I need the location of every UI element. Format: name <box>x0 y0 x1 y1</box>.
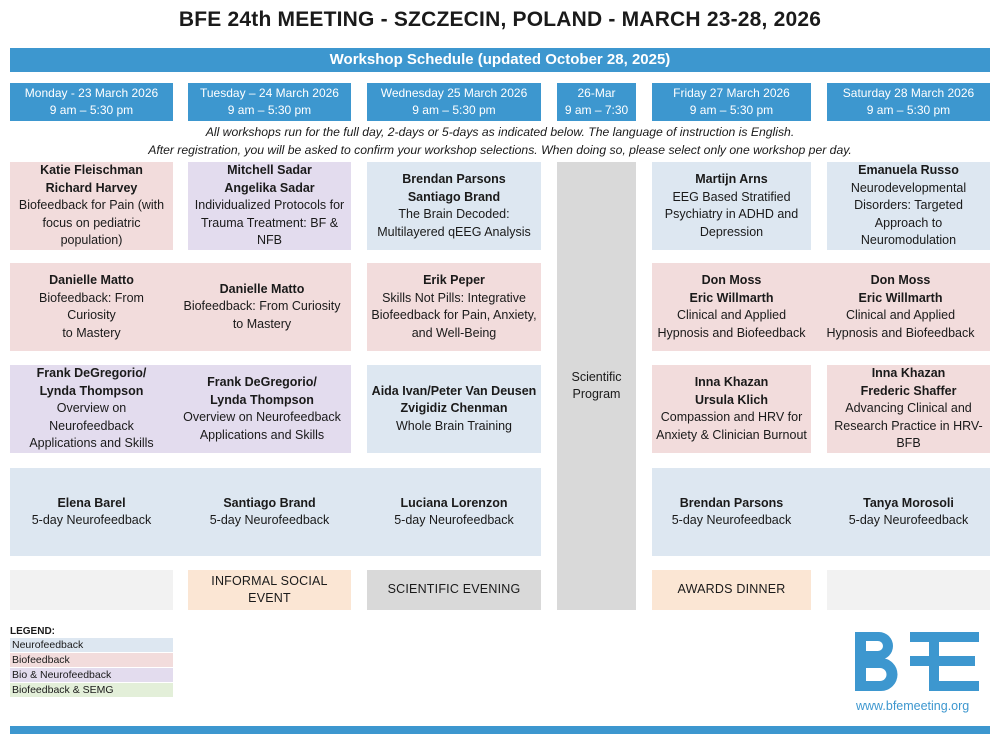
event-cell: INFORMAL SOCIAL EVENT <box>188 570 351 610</box>
workshop-cell <box>652 162 811 250</box>
day-name: Wednesday 25 March 2026 <box>380 86 528 100</box>
legend-item-biofeedback-semg: Biofeedback & SEMG <box>10 683 173 697</box>
note-line-2: After registration, you will be asked to confirm your workshop selections. When doing so, please select only one workshop per day. <box>148 143 852 157</box>
note-line-1: All workshops run for the full day, 2-days or 5-days as indicated below. The language of instruction is English. <box>205 125 795 139</box>
workshop-title: Overview on Neurofeedback <box>183 410 341 424</box>
presenter-name: Katie Fleischman <box>40 163 143 178</box>
presenter-name: Don Moss <box>701 273 762 287</box>
presenter-name: Eric Willmarth <box>858 290 943 305</box>
legend-title: LEGEND: <box>10 626 55 637</box>
day-header-friday <box>652 83 811 121</box>
presenter-name: Martijn Arns <box>695 172 768 186</box>
workshop-cell <box>367 162 541 250</box>
workshop-cell <box>827 365 990 453</box>
presenter-name: Emanuela Russo <box>858 163 959 178</box>
workshop-title: The Brain Decoded: <box>398 207 510 221</box>
day-name: Saturday 28 March 2026 <box>842 86 975 100</box>
day-time: 9 am – 5:30 pm <box>689 103 774 117</box>
workshop-title: and Well-Being <box>411 325 497 340</box>
presenter-name: Luciana Lorenzon <box>400 495 508 510</box>
event-cell-empty <box>827 570 990 610</box>
day-header-monday <box>10 83 173 121</box>
day-time: 9 am – 5:30 pm <box>866 103 951 117</box>
workshop-title: Psychiatry in ADHD and <box>664 207 799 221</box>
workshop-cell <box>811 263 990 351</box>
day-header-saturday <box>827 83 990 121</box>
workshop-cell <box>367 468 541 556</box>
presenter-name: Santiago Brand <box>407 189 501 204</box>
day-time: 9 am – 7:30 <box>564 103 629 117</box>
workshop-cell <box>188 162 351 250</box>
day-time: 9 am – 5:30 pm <box>49 103 134 117</box>
workshop-title: Multilayered qEEG Analysis <box>377 224 531 239</box>
workshop-title: Anxiety & Clinician Burnout <box>656 427 807 442</box>
workshop-title: Compassion and HRV for <box>660 410 803 424</box>
workshop-title: focus on pediatric <box>42 215 141 230</box>
presenter-name: Aida Ivan/Peter Van Deusen <box>371 383 537 398</box>
scientific-program-cell <box>557 162 636 610</box>
workshop-title: Trauma Treatment: BF & <box>200 215 339 230</box>
workshop-title: population) <box>60 233 123 248</box>
workshop-title: Depression <box>699 224 764 239</box>
day-header-tuesday <box>188 83 351 121</box>
workshop-title: Research Practice in HRV- <box>834 418 983 433</box>
workshop-title: to Mastery <box>232 316 292 331</box>
day-name: Tuesday – 24 March 2026 <box>200 86 339 100</box>
workshop-title: EEG Based Stratified <box>672 189 791 204</box>
workshop-title: Skills Not Pills: Integrative <box>382 290 526 305</box>
workshop-cell <box>188 468 351 556</box>
workshop-title: 5-day Neurofeedback <box>671 513 792 527</box>
day-name: Monday - 23 March 2026 <box>24 86 159 100</box>
workshop-title: Biofeedback: From Curiosity <box>183 299 341 314</box>
presenter-name: Frank DeGregorio/ <box>36 366 147 381</box>
workshop-title: Overview on Neurofeedback <box>49 401 134 433</box>
workshop-title: Advancing Clinical and <box>845 401 972 416</box>
day-name: Friday 27 March 2026 <box>673 86 790 100</box>
presenter-name: Frederic Shaffer <box>860 383 957 398</box>
event-cell: AWARDS DINNER <box>652 570 811 610</box>
page-title: BFE 24th MEETING - SZCZECIN, POLAND - MARCH 23-28, 2026 <box>178 8 822 31</box>
presenter-name: Tanya Morosoli <box>863 495 954 510</box>
presenter-name: Angelika Sadar <box>224 180 315 195</box>
workshop-title: 5-day Neurofeedback <box>848 513 969 527</box>
day-header-thursday <box>557 83 636 121</box>
presenter-name: Inna Khazan <box>694 375 769 389</box>
workshop-cell <box>652 365 811 453</box>
scientific-program-label: Program <box>572 387 621 401</box>
presenter-name: Brendan Parsons <box>402 172 506 186</box>
workshop-cell <box>827 162 990 250</box>
workshop-cell <box>367 365 541 453</box>
workshop-cell <box>652 263 811 351</box>
workshop-title: Individualized Protocols for <box>194 198 345 213</box>
presenter-name: Ursula Klich <box>695 392 768 407</box>
workshop-title: Neuromodulation <box>860 233 957 248</box>
workshop-title: 5-day Neurofeedback <box>209 513 330 527</box>
workshop-title: Clinical and Applied <box>676 308 787 322</box>
workshop-title: Whole Brain Training <box>395 418 513 433</box>
workshop-title: 5-day Neurofeedback <box>394 513 514 527</box>
footer-bar <box>10 726 990 734</box>
workshop-title: Clinical and Applied <box>845 308 956 322</box>
presenter-name: Richard Harvey <box>45 180 138 195</box>
workshop-title: Hypnosis and Biofeedback <box>657 325 806 340</box>
website-url[interactable]: www.bfemeeting.org <box>856 699 970 713</box>
workshop-title: Applications and Skills <box>199 427 325 442</box>
workshop-title: Approach to <box>874 215 943 230</box>
workshop-cell <box>652 468 811 556</box>
workshop-title: to Mastery <box>62 325 121 340</box>
workshop-title: Neurodevelopmental <box>850 180 967 195</box>
day-time: 9 am – 5:30 pm <box>412 103 496 117</box>
scientific-program-label: Scientific <box>571 369 622 384</box>
workshop-cell <box>367 263 541 351</box>
workshop-title: Biofeedback for Pain (with <box>18 198 165 213</box>
presenter-name: Erik Peper <box>423 273 485 287</box>
workshop-cell <box>10 263 173 351</box>
presenter-name: Don Moss <box>870 273 931 287</box>
workshop-cell <box>10 162 173 250</box>
workshop-title: NFB <box>257 233 282 248</box>
legend-item-bio-neurofeedback: Bio & Neurofeedback <box>10 668 173 682</box>
legend-item-biofeedback: Biofeedback <box>10 653 173 667</box>
schedule-banner: Workshop Schedule (updated October 28, 2025) <box>10 48 990 72</box>
event-cell-empty <box>10 570 173 610</box>
presenter-name: Danielle Matto <box>219 281 305 296</box>
bfe-logo <box>853 630 981 693</box>
day-header-wednesday <box>367 83 541 121</box>
workshop-cell <box>827 468 990 556</box>
workshop-title: Biofeedback: From Curiosity <box>39 290 144 322</box>
day-name: 26-Mar <box>577 86 616 100</box>
workshop-title: BFB <box>896 436 921 451</box>
presenter-name: Eric Willmarth <box>689 290 774 305</box>
presenter-name: Danielle Matto <box>49 273 134 287</box>
presenter-name: Santiago Brand <box>223 495 316 510</box>
workshop-title: Hypnosis and Biofeedback <box>826 325 975 340</box>
presenter-name: Frank DeGregorio/ <box>207 375 317 389</box>
workshop-cell <box>173 263 351 351</box>
workshop-title: Applications and Skills <box>29 436 154 451</box>
presenter-name: Brendan Parsons <box>679 495 784 510</box>
day-time: 9 am – 5:30 pm <box>227 103 312 117</box>
presenter-name: Inna Khazan <box>871 366 946 381</box>
presenter-name: Lynda Thompson <box>39 383 144 398</box>
workshop-cell <box>10 468 173 556</box>
workshop-title: Biofeedback for Pain, Anxiety, <box>371 308 537 322</box>
workshop-title: Disorders: Targeted <box>854 198 963 213</box>
event-cell: SCIENTIFIC EVENING <box>367 570 541 610</box>
presenter-name: Elena Barel <box>57 495 126 510</box>
workshop-title: 5-day Neurofeedback <box>31 513 152 527</box>
presenter-name: Zvigidiz Chenman <box>400 401 508 416</box>
presenter-name: Mitchell Sadar <box>227 163 312 178</box>
workshop-cell <box>173 365 351 453</box>
workshop-cell <box>10 365 173 453</box>
legend-item-neurofeedback: Neurofeedback <box>10 638 173 652</box>
presenter-name: Lynda Thompson <box>210 392 314 407</box>
